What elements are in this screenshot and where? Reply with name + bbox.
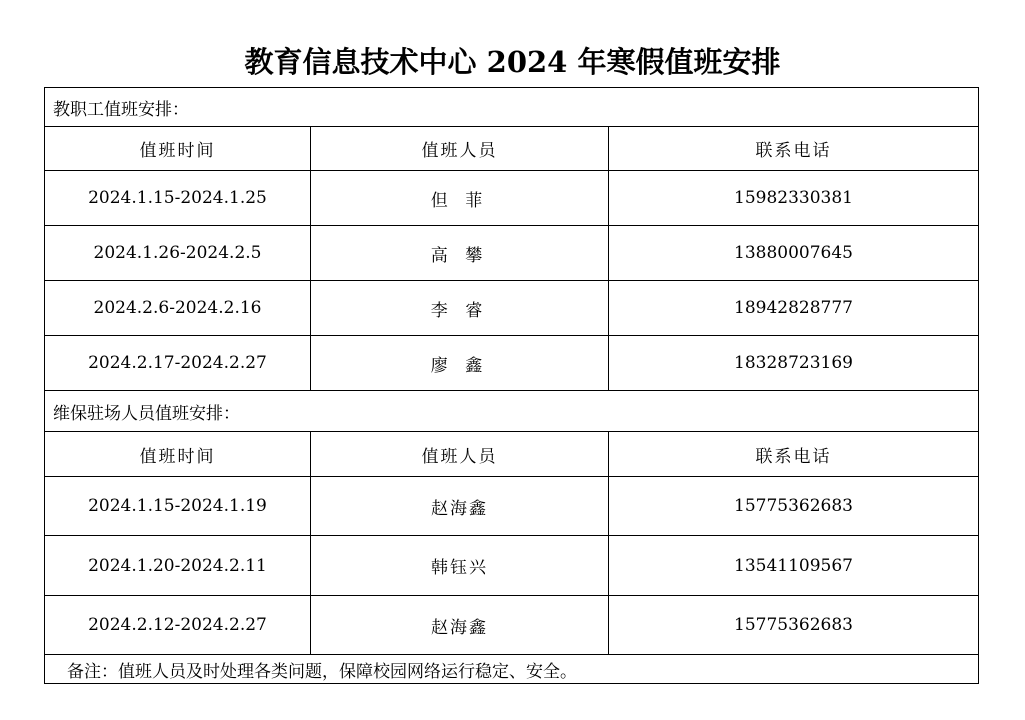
header-time: 值班时间: [45, 127, 311, 171]
staff-header-row: [45, 127, 979, 171]
table-row: [45, 226, 979, 281]
table-row: [45, 281, 979, 336]
header-phone: 联系电话: [609, 432, 979, 477]
duty-phone: 13541109567: [609, 536, 979, 596]
header-person: 值班人员: [311, 127, 609, 171]
duty-time: 2024.1.15-2024.1.25: [45, 171, 311, 226]
duty-person: 赵海鑫: [311, 477, 609, 536]
duty-person: 赵海鑫: [311, 596, 609, 655]
table-row: [45, 596, 979, 655]
staff-section-label: 教职工值班安排：: [45, 88, 979, 127]
header-time: 值班时间: [45, 432, 311, 477]
duty-phone: 18942828777: [609, 281, 979, 336]
table-row: [45, 477, 979, 536]
duty-person: 高 攀: [311, 226, 609, 281]
duty-time: 2024.2.12-2024.2.27: [45, 596, 311, 655]
note-row: [45, 655, 979, 684]
duty-time: 2024.1.20-2024.2.11: [45, 536, 311, 596]
duty-time: 2024.2.6-2024.2.16: [45, 281, 311, 336]
duty-time: 2024.2.17-2024.2.27: [45, 336, 311, 391]
page-title: 教育信息技术中心 2024 年寒假值班安排: [244, 45, 781, 79]
duty-phone: 18328723169: [609, 336, 979, 391]
duty-person: 李 睿: [311, 281, 609, 336]
staff-section-row: [45, 88, 979, 127]
duty-person: 但 菲: [311, 171, 609, 226]
duty-schedule-table: [44, 87, 979, 684]
duty-time: 2024.1.15-2024.1.19: [45, 477, 311, 536]
table-row: [45, 336, 979, 391]
duty-phone: 15775362683: [609, 477, 979, 536]
duty-phone: 15982330381: [609, 171, 979, 226]
duty-time: 2024.1.26-2024.2.5: [45, 226, 311, 281]
duty-phone: 15775362683: [609, 596, 979, 655]
table-row: [45, 171, 979, 226]
maintenance-section-row: [45, 391, 979, 432]
maintenance-header-row: [45, 432, 979, 477]
table-row: [45, 536, 979, 596]
duty-person: 韩钰兴: [311, 536, 609, 596]
duty-person: 廖 鑫: [311, 336, 609, 391]
duty-phone: 13880007645: [609, 226, 979, 281]
header-person: 值班人员: [311, 432, 609, 477]
maintenance-section-label: 维保驻场人员值班安排：: [45, 391, 979, 432]
header-phone: 联系电话: [609, 127, 979, 171]
remark-note: 备注：值班人员及时处理各类问题，保障校园网络运行稳定、安全。: [45, 655, 979, 684]
